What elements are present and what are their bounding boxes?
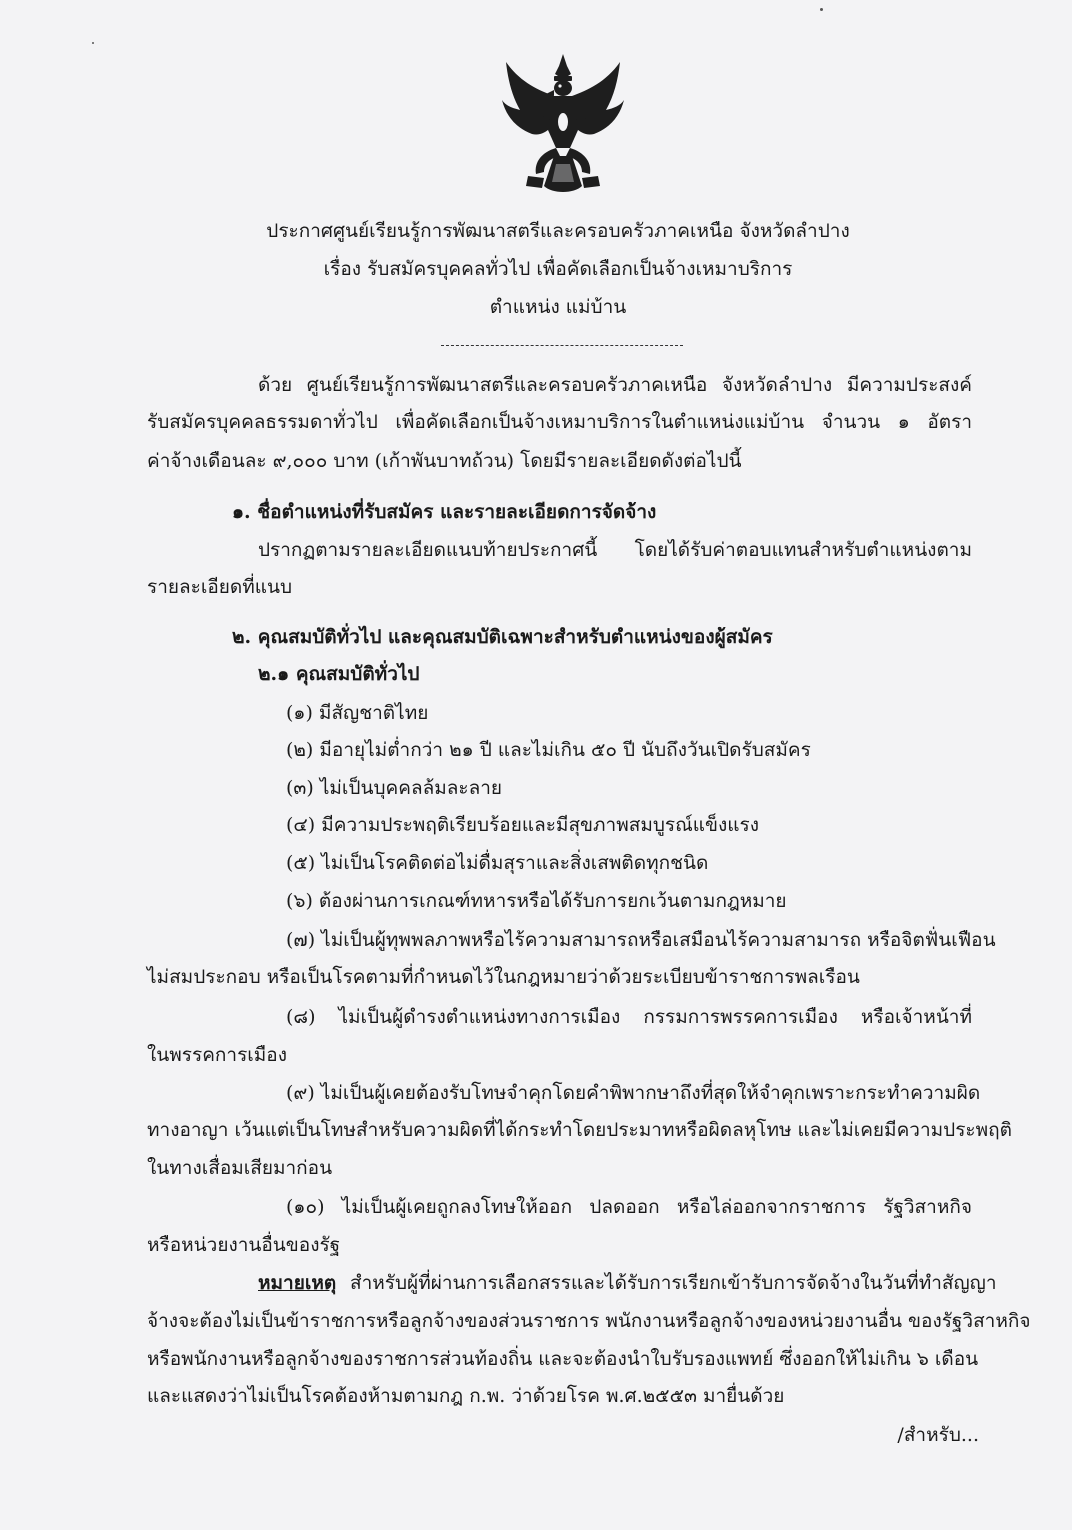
qualification-7-line-1: (๗) ไม่เป็นผู้ทุพพลภาพหรือไร้ความสามารถหรือเสมือนไร้ความสามารถ หรือจิตฟั่นเฟือน bbox=[286, 929, 996, 951]
scan-speck bbox=[92, 42, 94, 44]
qualification-5: (๕) ไม่เป็นโรคติดต่อไม่ดื่มสุราและสิ่งเสพติดทุกชนิด bbox=[286, 852, 709, 874]
intro-line-3: ค่าจ้างเดือนละ ๙,๐๐๐ บาท (เก้าพันบาทถ้วน) โดยมีรายละเอียดดังต่อไปนี้ bbox=[147, 450, 742, 472]
qualification-8-line-1: (๘) ไม่เป็นผู้ดำรงตำแหน่งทางการเมือง กรรมการพรรคการเมือง หรือเจ้าหน้าที่ bbox=[286, 1006, 972, 1028]
announcement-position: ตำแหน่ง แม่บ้าน bbox=[489, 296, 627, 318]
qualification-10-line-2: หรือหน่วยงานอื่นของรัฐ bbox=[147, 1234, 341, 1256]
section-2-heading: ๒. คุณสมบัติทั่วไป และคุณสมบัติเฉพาะสำหรับตำแหน่งของผู้สมัคร bbox=[232, 626, 773, 648]
qualification-1: (๑) มีสัญชาติไทย bbox=[286, 702, 429, 724]
qualification-10-line-1: (๑๐) ไม่เป็นผู้เคยถูกลงโทษให้ออก ปลดออก หรือไล่ออกจากราชการ รัฐวิสาหกิจ bbox=[286, 1196, 972, 1218]
section-1-line-2: รายละเอียดที่แนบ bbox=[147, 576, 293, 598]
qualification-7-line-2: ไม่สมประกอบ หรือเป็นโรคตามที่กำหนดไว้ในกฎหมายว่าด้วยระเบียบข้าราชการพลเรือน bbox=[147, 966, 860, 988]
qualification-9-line-3: ในทางเสื่อมเสียมาก่อน bbox=[147, 1157, 333, 1179]
section-1-line-1: ปรากฏตามรายละเอียดแนบท้ายประกาศนี้ โดยได้รับค่าตอบแทนสำหรับตำแหน่งตาม bbox=[258, 539, 972, 561]
scan-speck bbox=[820, 8, 823, 11]
continuation-marker: /สำหรับ... bbox=[897, 1424, 979, 1446]
garuda-emblem-icon bbox=[498, 52, 628, 200]
qualification-9-line-2: ทางอาญา เว้นแต่เป็นโทษสำหรับความผิดที่ได้กระทำโดยประมาทหรือผิดลหุโทษ และไม่เคยมีความประพฤติ bbox=[147, 1119, 1012, 1141]
section-2-1-heading: ๒.๑ คุณสมบัติทั่วไป bbox=[258, 663, 420, 685]
note-line-4: และแสดงว่าไม่เป็นโรคต้องห้ามตามกฎ ก.พ. ว่าด้วยโรค พ.ศ.๒๕๕๓ มายื่นด้วย bbox=[147, 1385, 785, 1407]
note-line-2: จ้างจะต้องไม่เป็นข้าราชการหรือลูกจ้างของส่วนราชการ พนักงานหรือลูกจ้างของหน่วยงานอื่น ของรัฐวิสาหกิจ bbox=[147, 1310, 1031, 1332]
note-label: หมายเหตุ bbox=[258, 1272, 337, 1294]
qualification-9-line-1: (๙) ไม่เป็นผู้เคยต้องรับโทษจำคุกโดยคำพิพากษาถึงที่สุดให้จำคุกเพราะกระทำความผิด bbox=[286, 1082, 981, 1104]
note-line-1: สำหรับผู้ที่ผ่านการเลือกสรรและได้รับการเรียกเข้ารับการจัดจ้างในวันที่ทำสัญญา bbox=[350, 1272, 997, 1294]
note-line-3: หรือพนักงานหรือลูกจ้างของราชการส่วนท้องถิ่น และจะต้องนำใบรับรองแพทย์ ซึ่งออกให้ไม่เกิน ๖ เดือน bbox=[147, 1348, 979, 1370]
qualification-3: (๓) ไม่เป็นบุคคลล้มละลาย bbox=[286, 777, 503, 799]
intro-line-1: ด้วย ศูนย์เรียนรู้การพัฒนาสตรีและครอบครัวภาคเหนือ จังหวัดลำปาง มีความประสงค์ bbox=[258, 374, 972, 396]
qualification-4: (๔) มีความประพฤติเรียบร้อยและมีสุขภาพสมบูรณ์แข็งแรง bbox=[286, 814, 759, 836]
qualification-2: (๒) มีอายุไม่ต่ำกว่า ๒๑ ปี และไม่เกิน ๕๐ ปี นับถึงวันเปิดรับสมัคร bbox=[286, 739, 811, 761]
announcement-subject: เรื่อง รับสมัครบุคคลทั่วไป เพื่อคัดเลือกเป็นจ้างเหมาบริการ bbox=[323, 258, 793, 280]
qualification-8-line-2: ในพรรคการเมือง bbox=[147, 1044, 287, 1066]
title-divider bbox=[441, 345, 683, 346]
section-1-heading: ๑. ชื่อตำแหน่งที่รับสมัคร และรายละเอียดการจัดจ้าง bbox=[232, 501, 657, 523]
intro-line-2: รับสมัครบุคคลธรรมดาทั่วไป เพื่อคัดเลือกเป็นจ้างเหมาบริการในตำแหน่งแม่บ้าน จำนวน ๑ อัตรา bbox=[147, 411, 972, 433]
qualification-6: (๖) ต้องผ่านการเกณฑ์ทหารหรือได้รับการยกเว้นตามกฎหมาย bbox=[286, 890, 787, 912]
announcement-title: ประกาศศูนย์เรียนรู้การพัฒนาสตรีและครอบครัวภาคเหนือ จังหวัดลำปาง bbox=[266, 220, 850, 242]
